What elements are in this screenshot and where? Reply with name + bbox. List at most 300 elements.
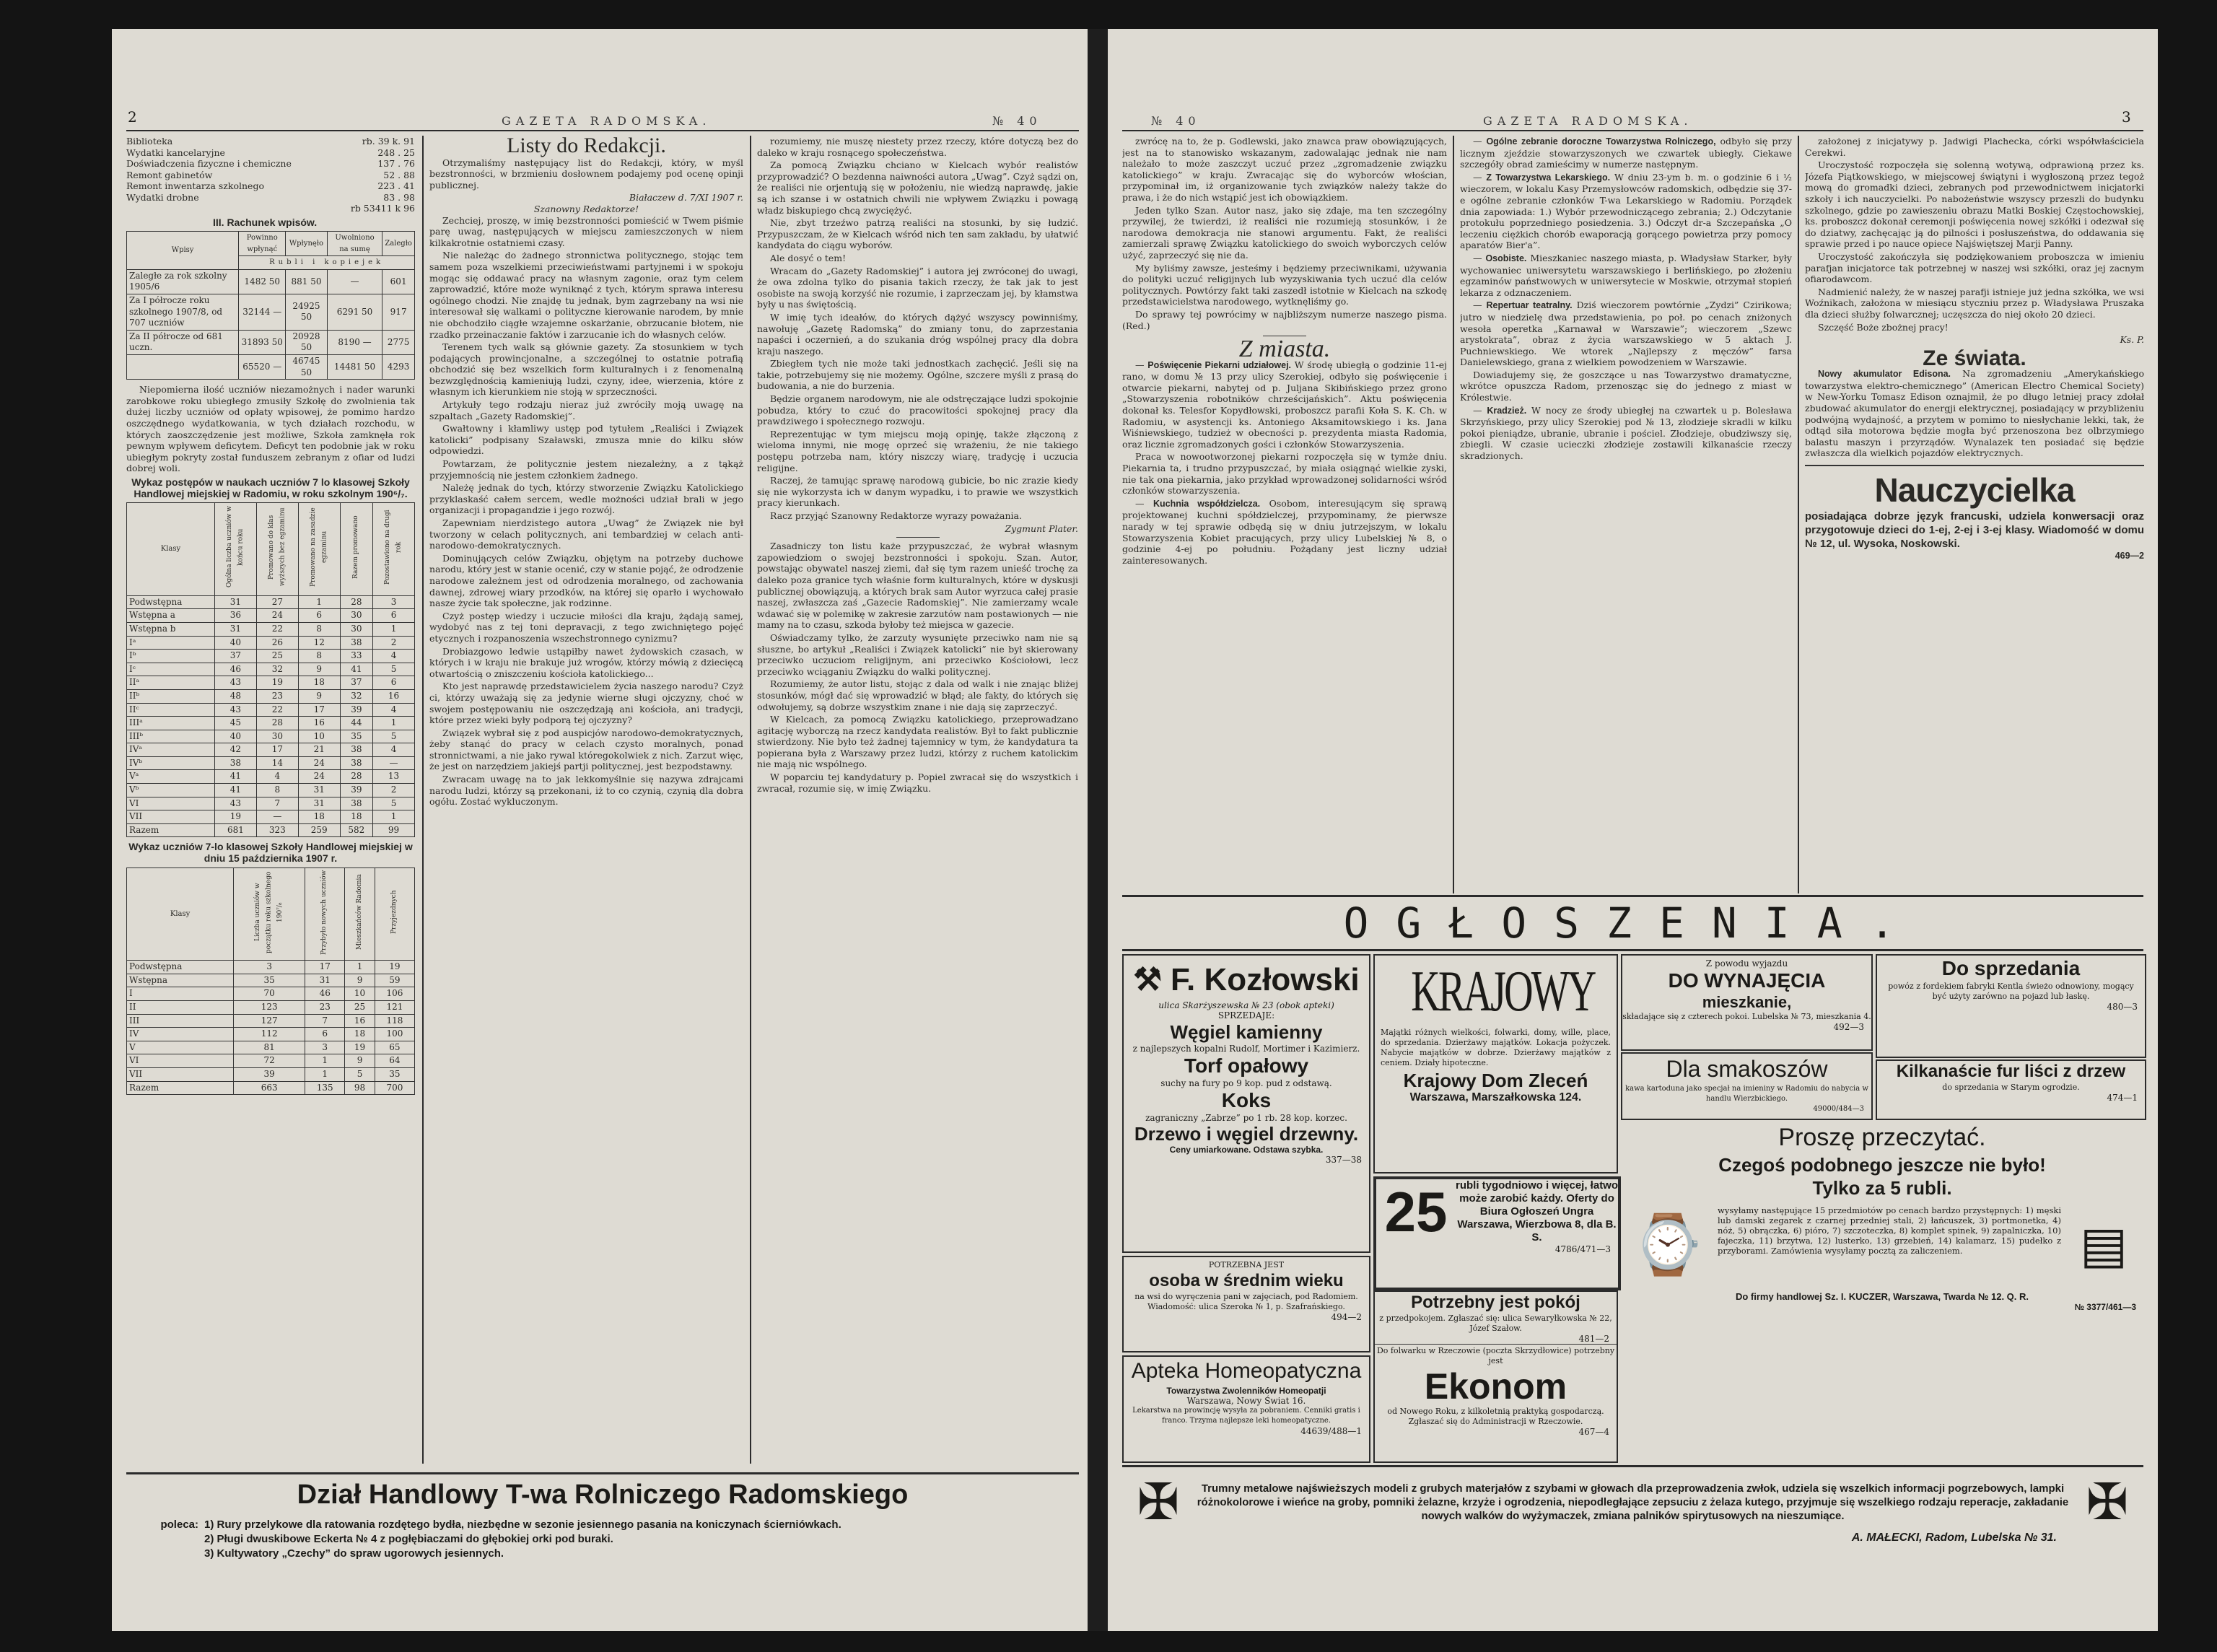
column-letter-continued	[757, 136, 1078, 1467]
news-item: — Osobiste. Mieszkaniec naszego miasta, p. Władysław Starker, były wychowaniec uniwersytetu warszawskiego i berlińskiego, po złożeniu egzaminów państwowych w uniwersytecie w Moskwie, otrzymał stopień lekarza z odznaczeniem.	[1460, 252, 1792, 298]
ad-text: Lekarstwa na prowincję wysyła za pobraniem. Cenniki gratis i franco. Trzyma najlepsze leki homeopatyczne.	[1132, 1407, 1360, 1425]
paragraph: Do sprawy tej powrócimy w najbliższym numerze naszego pisma. (Red.)	[1122, 308, 1447, 331]
table-cell: 2	[373, 636, 415, 650]
table-cell: 32144 —	[239, 294, 286, 331]
section-title-z-miasta: Z miasta.	[1238, 336, 1331, 363]
account-value: 83 . 98	[383, 191, 415, 203]
column-news-3	[1805, 136, 2144, 893]
table-header	[234, 867, 305, 961]
ad-text: Trumny metalowe najświeższych modeli z grubych materjałów z szybami w głowach dla przeprowadzenia zwłok, udziela się wszelkich informacji pogrzebowych, lampki różnokolorowe i wieńce na groby, pomniki żelazne, krzyże i ogrodzenia, niepodległające zepsuciu z żelaza kutego, przyjmuje się wszelkiego rodzaju reperacje, zakładanie nowych walków do wyżymaczek, zmiana palników spirytusowych na nieszumiące.	[1197, 1482, 2069, 1522]
column-rule	[750, 136, 751, 1464]
table-cell: 39	[340, 703, 372, 717]
table-cell: 7	[256, 797, 298, 810]
ad-firm: Krajowy Dom Zleceń	[1403, 1070, 1588, 1091]
ad-dzial-handlowy	[126, 1480, 1079, 1624]
table-cell: 14481 50	[327, 355, 382, 380]
letter-signature: Zygmunt Plater.	[1005, 523, 1078, 534]
news-item: — Kuchnia współdzielcza. Osobom, interesującym się sprawą projektowanej kuchni spółdzielczej, przypominamy, że pierwsze narady w tej sprawie odbędą się w dniu jutrzejszym, w lokalu Stowarzyszenia Kobiet pracujących, przy ulicy Lubelskiej № 8, o godzinie 4-ej po południu. Pożądany jest liczny udział zainteresowanych.	[1122, 497, 1447, 566]
table-cell: 37	[340, 676, 372, 690]
table-header-text: Razem promowano	[352, 515, 360, 579]
table-cell: 21	[298, 743, 340, 757]
hammer-icon: ⚒	[1133, 962, 1162, 997]
ad-price: Tylko za 5 rubli.	[1812, 1177, 1952, 1199]
divider	[896, 537, 940, 538]
table-cell: IIᵃ	[127, 676, 215, 690]
ad-code: 467—4	[1578, 1427, 1609, 1437]
ogloszenia-banner: OGŁOSZENIA.	[1343, 899, 1923, 948]
ad-subtitle: Czegoś podobnego jeszcze nie było!	[1718, 1154, 2046, 1176]
table-row	[127, 650, 415, 663]
table-header	[214, 503, 256, 596]
table-header	[298, 503, 340, 596]
news-text: Praca w nowootworzonej piekarni rozpoczęła się w tymże dniu. Piekarnia ta, i trudno przypuszczać, by miała osiągnąć wielkie zyski, nie tak ona piekarnia, jako przykład wprowadzonej solidarności wśród członków stowarzyszenia.	[1122, 451, 1447, 497]
table-cell: 33	[340, 650, 372, 663]
table-cell: 44	[340, 717, 372, 730]
paragraph: W Kielcach, za pomocą Związku katolickiego, przeprowadzano agitację wyborczą na rzecz kandydata realistów. Był to fakt publicznie stwierdzony. Nie było też żadnej tajemnicy w tym, że kandydatura ta popierana była z Warszawy przez ludzi, którzy z ruchem katolickim nie mają nic wspólnego.	[757, 714, 1078, 770]
table-cell: Wstępna b	[127, 622, 215, 636]
table-row	[127, 823, 415, 837]
reply-continued	[1122, 136, 1447, 331]
ad-signature: A. MAŁECKI, Radom, Lubelska № 31.	[1851, 1531, 2057, 1544]
table-row	[127, 294, 415, 331]
report-signature: Ks. P.	[2120, 334, 2144, 346]
ad-item: Koks	[1221, 1089, 1272, 1111]
table-cell: 1	[305, 1067, 345, 1081]
table-cell: 601	[382, 269, 415, 294]
ad-pokoj-title: Potrzebny jest pokój	[1411, 1293, 1580, 1312]
ad-title: osoba w średnim wieku	[1149, 1271, 1344, 1290]
table-cell: 18	[345, 1028, 375, 1041]
table-row	[127, 663, 415, 676]
table-cell: 99	[373, 823, 415, 837]
news-text: Dowiadujemy się, że goszczące u nas Towarzystwo dramatyczne, wkrótce opuszcza Radom, przenosząc się do jednego z miast w Królestwie.	[1460, 369, 1792, 403]
table-cell: 30	[340, 622, 372, 636]
table-cell: VII	[127, 1067, 234, 1081]
city-news	[1122, 359, 1447, 567]
news-items	[1460, 136, 1792, 462]
paragraph: Reprezentując w tym miejscu moją opinję, także złączoną z wieloma innymi, nie mogę oprzeć się wrażeniu, że nie takiego postępu potrzeba nam, który niszczy wiarę, tradycję i uczucia religijne.	[757, 428, 1078, 473]
table-cell: 38	[214, 756, 256, 770]
account-value: 52 . 88	[383, 169, 415, 180]
account-value: rb 53411 k 96	[350, 203, 415, 214]
table-cell: 1	[305, 1054, 345, 1068]
table-cell: 46	[305, 987, 345, 1001]
table-cell: 106	[375, 987, 414, 1001]
table-header-text: Liczba uczniów w początku roku szkolnego 190⁷/₈	[253, 870, 284, 953]
table-cell: 45	[214, 717, 256, 730]
letter-body	[429, 215, 743, 808]
table-cell: 31	[214, 622, 256, 636]
ad-title: Proszę przeczytać.	[1778, 1124, 1986, 1151]
table-cell: Wstępna	[127, 974, 234, 987]
ad-25-rubli	[1373, 1176, 1621, 1290]
table-header	[127, 867, 234, 961]
table-cell: II	[127, 1001, 234, 1015]
table-cell: 59	[375, 974, 414, 987]
ad-code: № 3377/461—3	[2074, 1302, 2136, 1312]
table-cell: 28	[256, 717, 298, 730]
paragraph: Rozumiemy, że autor listu, stojąc z dala od walk i nie znając bliżej stosunków, mógł dać się wprowadzić w błąd; ale fakty, do których się odwołujemy, są dobrze wszystkim znane i nie dają się zaprzeczyć.	[757, 678, 1078, 712]
emblem-icon: ✠	[1137, 1474, 1180, 1530]
table-cell: 16	[373, 689, 415, 703]
table-cell: 10	[298, 730, 340, 743]
table-cell: 663	[234, 1081, 305, 1095]
header-rule	[1122, 130, 2143, 131]
paragraph: My byliśmy zawsze, jesteśmy i będziemy przeciwnikami, używania do polityki uczuć religijnych lub wyzyskiwania tych uczuć dla celów politycznych. Powtórzy fakt taki zaszedł istotnie w Kielcach na szkodę przedstawicielstwa narodowego, wytknęliśmy go.	[1122, 262, 1447, 307]
account-line	[126, 192, 415, 204]
table-row	[127, 689, 415, 703]
table-cell: 1	[345, 961, 375, 974]
account-value: rb. 39 k. 91	[362, 136, 415, 147]
table-cell: 27	[256, 595, 298, 609]
table-cell: Zaległe za rok szkolny 1905/6	[127, 269, 239, 294]
ad-code: 492—3	[1833, 1022, 1864, 1032]
table-cell: 3	[305, 1041, 345, 1054]
table-cell: 30	[340, 609, 372, 623]
table-cell: 6	[373, 676, 415, 690]
letter-title: Listy do Redakcji.	[507, 136, 666, 157]
ad-head: Z powodu wyjazdu	[1705, 958, 1788, 969]
table-cell: 4293	[382, 355, 415, 380]
table-row	[127, 1067, 415, 1081]
paragraph: Zwracam uwagę na to jak lekkomyślnie się nazywa zdrajcami narodu ludzi, którzy są przekonani, iż to co czynią, czynią dla dobra ogółu. Zostać wykluczonym.	[429, 774, 743, 808]
table-cell: 32	[256, 663, 298, 676]
table-cell: 5	[373, 797, 415, 810]
table-header	[345, 867, 375, 961]
ad-addr: Warszawa, Nowy Świat 16.	[1186, 1396, 1306, 1406]
paragraph: W imię tych ideałów, do których dążyć wszyscy powinniśmy, nawołuję „Gazetę Radomską” do zmiany tonu, do zaprzestania napaści i oczernień, a do szukania dróg wspólnej pracy dla dobra kraju naszego.	[757, 311, 1078, 357]
table-cell: 70	[234, 987, 305, 1001]
ad-title: DO WYNAJĘCIA	[1668, 969, 1826, 992]
left-page	[112, 29, 1088, 1631]
table-cell: 8	[298, 622, 340, 636]
table-header-text: Przyjezdnych	[390, 890, 398, 934]
table-cell: 22	[256, 622, 298, 636]
table-cell: 38	[340, 756, 372, 770]
news-text: W dniu 23-ym b. m. o godzinie 6 i ½ wieczorem, w lokalu Kasy Przemysłowców radomskich, odbędzie się 37-e ogólne zebranie członków T-wa Lekarskiego w Radomiu. Porządek dnia zapowiada: 1.) Wybór przewodniczącego zebrania; 2.) Odczytanie protokułu poprzedniego posiedzenia. 3.) Odczyt dr-a Szczepańska „O leczeniu ciężkich chorób ewaporacją gorącego powietrza przy pomocy aparatów Bier'a”.	[1460, 171, 1792, 251]
paragraph: Oświadczamy tylko, że zarzuty wysunięte przeciwko nam nie są słuszne, bo artykuł „Realiści i Związek katolicki” nie był skierowany przeciwko uczuciom religijnym, ani przeciwko Kościołowi, lecz przeciwko wciąganiu Związku do walki politycznej.	[757, 631, 1078, 677]
table-cell: —	[256, 810, 298, 824]
table-cell: 48	[214, 689, 256, 703]
table-cell: 19	[345, 1041, 375, 1054]
table-cell: 121	[375, 1001, 414, 1015]
paragraph: Drobiazgowo ledwie ustąpiłby nawet żydowskich czasach, w których i w kraju nie brakuje już wrogów, którzy mówią z dziecięcą otwartością o zniszczeniu kościoła katolickiego...	[429, 645, 743, 679]
news-text: W nocy ze środy ubiegłej na czwartek u p. Bolesława Skrzyńskiego, przy ulicy Szerokiej pod № 13, złodzieje skradli w kilku pokoi pieniądze, ubranie, ubranie i pościel. Złodzieje, obudziwszy się, zbiegli. W czasie ucieczki złodzieje zostawili kilkanaście rzeczy skradzionych.	[1460, 404, 1792, 462]
table-cell: 681	[214, 823, 256, 837]
table-cell: 8	[256, 784, 298, 797]
table-row	[127, 1081, 415, 1095]
ad-kozlowski	[1122, 954, 1370, 1253]
enrollment-table-title: Wykaz uczniów 7-lo klasowej Szkoły Handlowej miejskiej w dniu 15 października 1907 r.	[128, 841, 413, 865]
ad-code: 469—2	[2115, 551, 2144, 561]
ad-code: 4786/471—3	[1554, 1244, 1611, 1254]
ad-code: 481—2	[1578, 1334, 1609, 1344]
editorial-reply	[757, 541, 1078, 794]
column-rule	[1798, 136, 1799, 893]
paragraph: Związek wybrał się z pod auspicjów narodowo-demokratycznych, żeby stanąć do pracy w celach czysto moralnych, ponad stronnictwami, a nie jako rywal któregokolwiek z nich. Zarzut więc, że jest on narzędziem jakiejś partji politycznej, jest bezpodstawny.	[429, 727, 743, 772]
table-cell: 2	[373, 784, 415, 797]
table-cell: 17	[305, 961, 345, 974]
table-header	[127, 503, 215, 596]
table-cell: 18	[298, 676, 340, 690]
table-cell: 39	[234, 1067, 305, 1081]
table-cell: 6291 50	[327, 294, 382, 331]
ad-item: Torf opałowy	[1184, 1054, 1309, 1077]
ad-osoba	[1122, 1256, 1370, 1352]
table-cell: Za I półrocze roku szkolnego 1907/8, od 707 uczniów	[127, 294, 239, 331]
table-row	[127, 743, 415, 757]
table-cell: 40	[214, 636, 256, 650]
paragraph: Gwałtowny i kłamliwy ustęp pod tytułem „Realiści i Związek katolicki” podpisany Szaławski, zmusza mnie do kilku słów odpowiedzi.	[429, 423, 743, 457]
table-cell: 7	[305, 1014, 345, 1028]
enrollment-table	[126, 867, 415, 1096]
news-head: Z Towarzystwa Lekarskiego.	[1486, 172, 1611, 183]
table-row	[127, 756, 415, 770]
table-cell: 19	[214, 810, 256, 824]
paragraph: Terenem tych walk są głównie gazety. Za stosunkiem w tych podających prowincjonalne, a szczególnej to ostatnie potrafią obchodzić się bez wszelkich form kulturalnych i z fenomenalną bezwzględnością kamieniują ludzi, czyny, idee, wierzenia, które z własnym ich kierunkiem nie stoją w sprzeczności.	[429, 341, 743, 398]
world-news-text: Na zgromadzeniu „Amerykańskiego towarzystwa elektro-chemicznego” (American Electro Chemical Society) w New-Yorku Tomasz Edison oznajmił, że po długo letniej pracy zdołał zbudować akumulator do energji elektrycznej, posiadający w przybliżeniu podwójną wydajność, a przytem w pomimo to niesłychanie lekki, tak, że odtąd siła motorowa będzie mogła być przenoszona bez olbrzymiego balastu maszyn i przyrządów. Wynalazek ten posiadać się będzie zwłaszcza dla wielkich pojazdów elektrycznych.	[1805, 368, 2144, 459]
issue-number: № 40	[1151, 114, 1201, 128]
ad-sub: mieszkanie,	[1702, 993, 1792, 1011]
ad-address: ulica Skarżyszewska № 23 (obok apteki)	[1158, 1000, 1334, 1010]
table-cell: III	[127, 1014, 234, 1028]
table-header	[373, 503, 415, 596]
table-header-text: Pozostawiono na drugi rok	[383, 510, 403, 585]
news-text: Dziś wieczorem powtórnie „Zydzi” Czirikowa; jutro w niedzielę dwa przedstawienia, po poł. po cenach zniżonych wesoła operetka „Karnawał w Warszawie”; wieczorem „Szewc arystokrata”, obraz z życia warszawskiego w 5 aktach J. Puchniewskiego. We wtorek „Najlepszy z męczów” farsa Danielewskiego, grana z wielkiem powodzeniem w Warszawie.	[1460, 300, 1792, 368]
table-cell: 17	[256, 743, 298, 757]
table-cell: 1	[298, 595, 340, 609]
pocket-watch-icon: ⌚	[1632, 1211, 1704, 1278]
table-cell: 5	[373, 663, 415, 676]
table-row	[127, 717, 415, 730]
paragraph: Za pomocą Związku chciano w Kielcach wybór realistów przyprowadzić? O bezdenna naiwności autora „Uwag”. Czyż sądzi on, że realiści nie orjentują się w położeniu, nie wiedzą naprawdę, jakie są ich szanse i w ostatnich chwili nie wpływem Związku i powagą władz biskupiego chcą zwyciężyć.	[757, 159, 1078, 216]
progress-table	[126, 502, 415, 837]
table-header-text: Ogólna liczba uczniów w końcu roku	[225, 506, 245, 588]
table-cell: —	[327, 269, 382, 294]
news-item: — Ogólne zebranie doroczne Towarzystwa Rolniczego, odbyło się przy licznym zjeździe stowarzyszonych we czwartek ubiegły. Ciekawe szczegóły obrad zamieścimy w numerze następnym.	[1460, 136, 1792, 170]
running-head: GAZETA RADOMSKA.	[502, 114, 712, 128]
ad-smakoszow	[1621, 1052, 1873, 1120]
table-cell: 31	[305, 974, 345, 987]
table-cell: 43	[214, 797, 256, 810]
table-cell: 16	[345, 1014, 375, 1028]
table-cell: 8	[298, 650, 340, 663]
ad-nauczycielka-text: posiadająca dobrze język francuski, udziela konwersacji oraz przygotowuje dzieci do 1-ej, 2-ej i 3-ej klasy. Wiadomość w domu № 12, ul. Wysoka, Noskowski.	[1805, 510, 2144, 551]
table-cell: 6	[298, 609, 340, 623]
table-cell: 42	[214, 743, 256, 757]
table-cell: 127	[234, 1014, 305, 1028]
table-cell: 9	[345, 974, 375, 987]
table-cell: 1482 50	[239, 269, 286, 294]
table-cell: Vᵇ	[127, 784, 215, 797]
ad-do-sprzedania	[1876, 954, 2146, 1058]
ads-top-rule	[1122, 895, 2143, 897]
news-item: — Poświęcenie Piekarni udziałowej. W środę ubiegłą o godzinie 11-ej rano, w domu № 13 przy ulicy Szerokiej, odbyło się poświęcenie i otwarcie piekarni, nabytej od p. Juljana Skibińskiego przez grono „Stowarzyszenia robotników chrześcijańskich”. Aktu poświęcenia dokonał ks. Telesfor Kopydłowski, proboszcz parafii Koła S. K. Ch. w Radomiu, w asystencji ks. Antoniego Aksamitowskiego i ks. Jana Wiśniewskiego, tudzież w obecności p. prezydenta miasta Radomia, oraz licznie zgromadzonych gości i członków Stowarzyszenia.	[1122, 359, 1447, 450]
ad-lead: poleca:	[160, 1518, 198, 1531]
table-cell: —	[373, 756, 415, 770]
table-cell: 35	[234, 974, 305, 987]
ad-item: Węgiel kamienny	[1170, 1021, 1323, 1043]
table-cell: 28	[340, 595, 372, 609]
table-header: Wpłynęło	[286, 232, 328, 256]
table-cell: 10	[345, 987, 375, 1001]
table-cell: 24	[298, 770, 340, 784]
news-text: Mieszkaniec naszego miasta, p. Władysław Starker, były wychowaniec uniwersytetu warszawskiego i berlińskiego, po złożeniu egzaminów państwowych w uniwersytecie w Moskwie, otrzymał stopień lekarza z odznaczeniem.	[1460, 252, 1792, 298]
ad-text: powóz z fordekiem fabryki Kentla świeżo odnowiony, mogący być użyty zarówno na pojazd lub łaskę.	[1888, 982, 2134, 1001]
table-cell: 12	[298, 636, 340, 650]
table-cell: VII	[127, 810, 215, 824]
table-cell: 135	[305, 1081, 345, 1095]
ad-code: 337—38	[1325, 1155, 1362, 1165]
table-header-text: Klasy	[160, 545, 181, 554]
ad-code: 49000/484—3	[1813, 1105, 1864, 1113]
page-number: 2	[128, 108, 137, 126]
ad-text: rubli tygodniowo i więcej, łatwo może zarobić każdy. Oferty do Biura Ogłoszeń Ungra Warszawa, Wierzbowa 8, dla B. S.	[1456, 1179, 1619, 1244]
table-cell: 8190 —	[327, 330, 382, 354]
table-cell: IIᶜ	[127, 703, 215, 717]
table-cell: 323	[256, 823, 298, 837]
paragraph: Ale dosyć o tem!	[770, 252, 847, 263]
table-cell: 98	[345, 1081, 375, 1095]
table-cell: 31	[214, 595, 256, 609]
table-cell: 13	[373, 770, 415, 784]
paragraph: Uroczystość rozpoczęła się solenną wotywą, odprawioną przez ks. Józefa Piątkowskiego, w miejscowej świątyni i wygłoszoną przez tegoż mową do gromadki dzieci, zebranych pod przewodnictwem inicjatorki szkoły i ich nauczycielki. Po nabożeństwie wszyscy przeszli do budynku szkolnego, gdzie po zawieszeniu obrazu Matki Boskiej Częstochowskiej, ks. proboszcz dokonał ceremonji poświęcenia nowej szkółki i odezwał się do dziatwy, zachęcając ją do pilności i posłuszeństwa, do oddawania się sprawie przed i po nauce opiece Najświętszej Marji Panny.	[1805, 159, 2144, 250]
ad-code: 480—3	[2107, 1002, 2138, 1012]
table-cell: 31	[298, 784, 340, 797]
ad-head: POTRZEBNA JEST	[1208, 1260, 1285, 1269]
paragraph: założonej z inicjatywy p. Jadwigi Plachecka, córki współwłaściciela Cerekwi.	[1805, 136, 2144, 158]
news-text: odbyło się przy licznym zjeździe stowarzyszonych we czwartek ubiegły. Ciekawe szczegóły obrad zamieścimy w numerze następnym.	[1460, 136, 1792, 170]
table-header-text: Promowano do klas wyższych bez egzaminu	[267, 507, 287, 587]
table-cell: 4	[373, 703, 415, 717]
table-cell: IV	[127, 1028, 234, 1041]
book-gutter	[1088, 29, 1108, 1631]
paragraph: W poparciu tej kandydatury p. Popiel zwracał się do wszystkich i zwracał, rozumie się, w imię Związku.	[757, 772, 1078, 794]
table-cell: 65520 —	[239, 355, 286, 380]
ad-krajowy	[1373, 954, 1618, 1174]
table-row	[127, 974, 415, 987]
right-page	[1108, 29, 2158, 1631]
news-item	[1122, 451, 1447, 496]
account-label: Remont inwentarza szkolnego	[126, 180, 264, 191]
table-cell: 31893 50	[239, 330, 286, 354]
table-row	[127, 987, 415, 1001]
table-cell: 3	[234, 961, 305, 974]
paragraph: Czyż postęp wiedzy i uczucie miłości dla kraju, żądają samej, wydobyć nas z tej toni depravacji, z tego zwichniętego pojęć etycznych i rozpanoszenia wszechstronnego cynizmu?	[429, 610, 743, 644]
table-row	[127, 330, 415, 354]
table-cell: 123	[234, 1001, 305, 1015]
news-text: W środę ubiegłą o godzinie 11-ej rano, w domu № 13 przy ulicy Szerokiej, odbyło się poświęcenie i otwarcie piekarni, nabytej od p. Juljana Skibińskiego przez grono „Stowarzyszenia robotników chrześcijańskich”. Aktu poświęcenia dokonał ks. Telesfor Kopydłowski, proboszcz parafii Koła S. K. Ch. w Radomiu, w asystencji ks. Antoniego Aksamitowskiego i ks. Jana Wiśniewskiego, tudzież w obecności p. prezydenta miasta Radomia, oraz licznie zgromadzonych gości i członków Stowarzyszenia.	[1122, 359, 1447, 450]
table-cell: 118	[375, 1014, 414, 1028]
table-cell: 3	[373, 595, 415, 609]
table-cell: 1	[373, 717, 415, 730]
table-cell: 917	[382, 294, 415, 331]
ad-item-desc: z najlepszych kopalni Rudolf, Mortimer i Kazimierz.	[1132, 1044, 1360, 1054]
table-cell: 35	[340, 730, 372, 743]
paragraph: Zbiegłem tych nie może taki jednostkach zachęcić. Jeśli się na takie, potrzebujemy się nie możemy. Ogólne, szczere myśli z prasą do budowania, a nie do burzenia.	[757, 358, 1078, 392]
ad-apteka	[1122, 1355, 1370, 1463]
ad-text: do sprzedania w Starym ogrodzie.	[1942, 1083, 2080, 1092]
paragraph: Kto jest naprawdę przedstawicielem życia naszego narodu? Czyż ci, którzy uważają się za jedynie wierne sługi ojczyzny, choć w swojem postępowaniu nie oszczędzają ani kościoła, ani tradycji, które przez wieki były podporą tej ojczyzny?	[429, 681, 743, 726]
phonograph-icon: ▤	[2079, 1215, 2128, 1275]
ad-title: Do sprzedania	[1941, 957, 2081, 979]
ad-text: kawa kartoduna jako specjał na imieniny w Radomiu do nabycia w handlu Wierzbickiego.	[1625, 1085, 1868, 1103]
news-head: Kradzież.	[1487, 405, 1527, 416]
table-cell: 40	[214, 730, 256, 743]
table-cell: 25	[345, 1001, 375, 1015]
table-header-text: Promowano na zasadzie egzaminu	[309, 507, 328, 587]
table-cell: 4	[256, 770, 298, 784]
table-cell: 14	[256, 756, 298, 770]
table-row	[127, 784, 415, 797]
emblem-icon: ✠	[2086, 1474, 2129, 1530]
ad-item-desc: suchy na fury po 9 kop. pud z odstawą.	[1160, 1078, 1332, 1088]
column-news-2	[1460, 136, 1792, 893]
section-title: III. Rachunek wpisów.	[213, 216, 318, 228]
account-value: 248 . 25	[377, 147, 415, 158]
paragraph: Zechciej, proszę, w imię bezstronności pomieścić w Twem piśmie parę uwag, następujących w miejscu zamieszczonych w niem kilkakrotnie ostatniemi czasy.	[429, 214, 743, 248]
news-head: Poświęcenie Piekarni udziałowej.	[1147, 359, 1292, 370]
table-cell	[127, 355, 239, 380]
table-cell: 46745 50	[286, 355, 328, 380]
table-row	[127, 1014, 415, 1028]
paragraph: Racz przyjąć Szanowny Redaktorze wyrazy poważania.	[770, 510, 1022, 521]
table-cell: 259	[298, 823, 340, 837]
table-cell: 22	[256, 703, 298, 717]
ad-list-item: 1) Rury przelykowe dla ratowania rozdętego bydła, niezbędne w sezonie jesiennego pasania na koniczynach ścierniówkach.	[204, 1518, 841, 1531]
ad-sprzedaje: SPRZEDAJE:	[1217, 1010, 1275, 1021]
running-head: GAZETA RADOMSKA.	[1483, 114, 1693, 128]
table-header-text: Mieszkańców Radomia	[355, 874, 363, 950]
ad-malecki	[1122, 1472, 2143, 1617]
paragraph: zwrócę na to, że p. Godlewski, jako znawca praw obowiązujących, jest na to stanowisko wskazanym, zadowalając jednak nie nam należało to może zaszczyt uczuć przez „zgromadzenie związku katolickiego” w kraju. Zwracając się do wyborców włościan, przypominał im, iż organizowanie tych związków należy także do prawa, i że do nich wstąpić jest ich obowiązkiem.	[1122, 136, 1447, 203]
account-value: 223 . 41	[377, 180, 415, 191]
table-cell: 700	[375, 1081, 414, 1095]
table-row	[127, 609, 415, 623]
table-header-text: Klasy	[170, 909, 191, 918]
table-header	[340, 503, 372, 596]
account-line	[126, 180, 415, 192]
table-cell: 100	[375, 1028, 414, 1041]
account-label: Wydatki kancelaryjne	[126, 147, 225, 158]
account-label: Doświadczenia fizyczne i chemiczne	[126, 158, 292, 169]
paragraph: rozumiemy, nie muszę niestety przez rzeczy, które dotyczą bez do daleko w kraju rosnącego społeczeństwa.	[757, 136, 1078, 158]
issue-number: № 40	[992, 114, 1042, 128]
table-cell: 112	[234, 1028, 305, 1041]
column-rule	[1453, 136, 1454, 893]
column-news-1	[1122, 136, 1447, 893]
wpisy-unit: Rubli i kopiejek	[239, 256, 415, 270]
paragraph: Raczej, że tamując sprawę narodową gubicie, bo nic zrazie kiedy się nie wykorzysta ich w danym wypadku, i to prawie we wszystkich pracy kierunkach.	[757, 475, 1078, 509]
wpisy-table	[126, 231, 415, 380]
table-cell: 72	[234, 1054, 305, 1068]
paragraph: Zapewniam nierdzistego autora „Uwag” że Związek nie był tworzony w celach politycznych, ani tembardziej w celach anti-narodowo-demokratycznych.	[429, 517, 743, 551]
table-cell: 43	[214, 703, 256, 717]
table-row	[127, 961, 415, 974]
ad-item: Drzewo i węgiel drzewny.	[1134, 1123, 1359, 1145]
table-cell: 18	[298, 810, 340, 824]
ad-rule	[1122, 1465, 2143, 1467]
paragraph: Jeden tylko Szan. Autor nasz, jako się zdaje, ma ten szczególny przywilej, że twierdzi, iż realiści nie rozumieją stosunków, i że narodowa demokracja nie stanowi argumentu. Fakt, że realiści zamierzali sprawę Związku katolickiego do swoich wyborczych celów użyć, zaprzeczyć się nie da.	[1122, 204, 1447, 261]
ad-code: 494—2	[1331, 1312, 1362, 1322]
table-cell: 4	[373, 743, 415, 757]
ad-title: Kilkanaście fur liści z drzew	[1896, 1062, 2126, 1081]
news-head: Ogólne zebranie doroczne Towarzystwa Rolniczego,	[1486, 136, 1716, 147]
ad-kilkanascie	[1876, 1059, 2146, 1120]
table-cell: V	[127, 1041, 234, 1054]
table-cell: 38	[340, 743, 372, 757]
table-header-text: Przybyło nowych uczniów	[320, 869, 328, 955]
